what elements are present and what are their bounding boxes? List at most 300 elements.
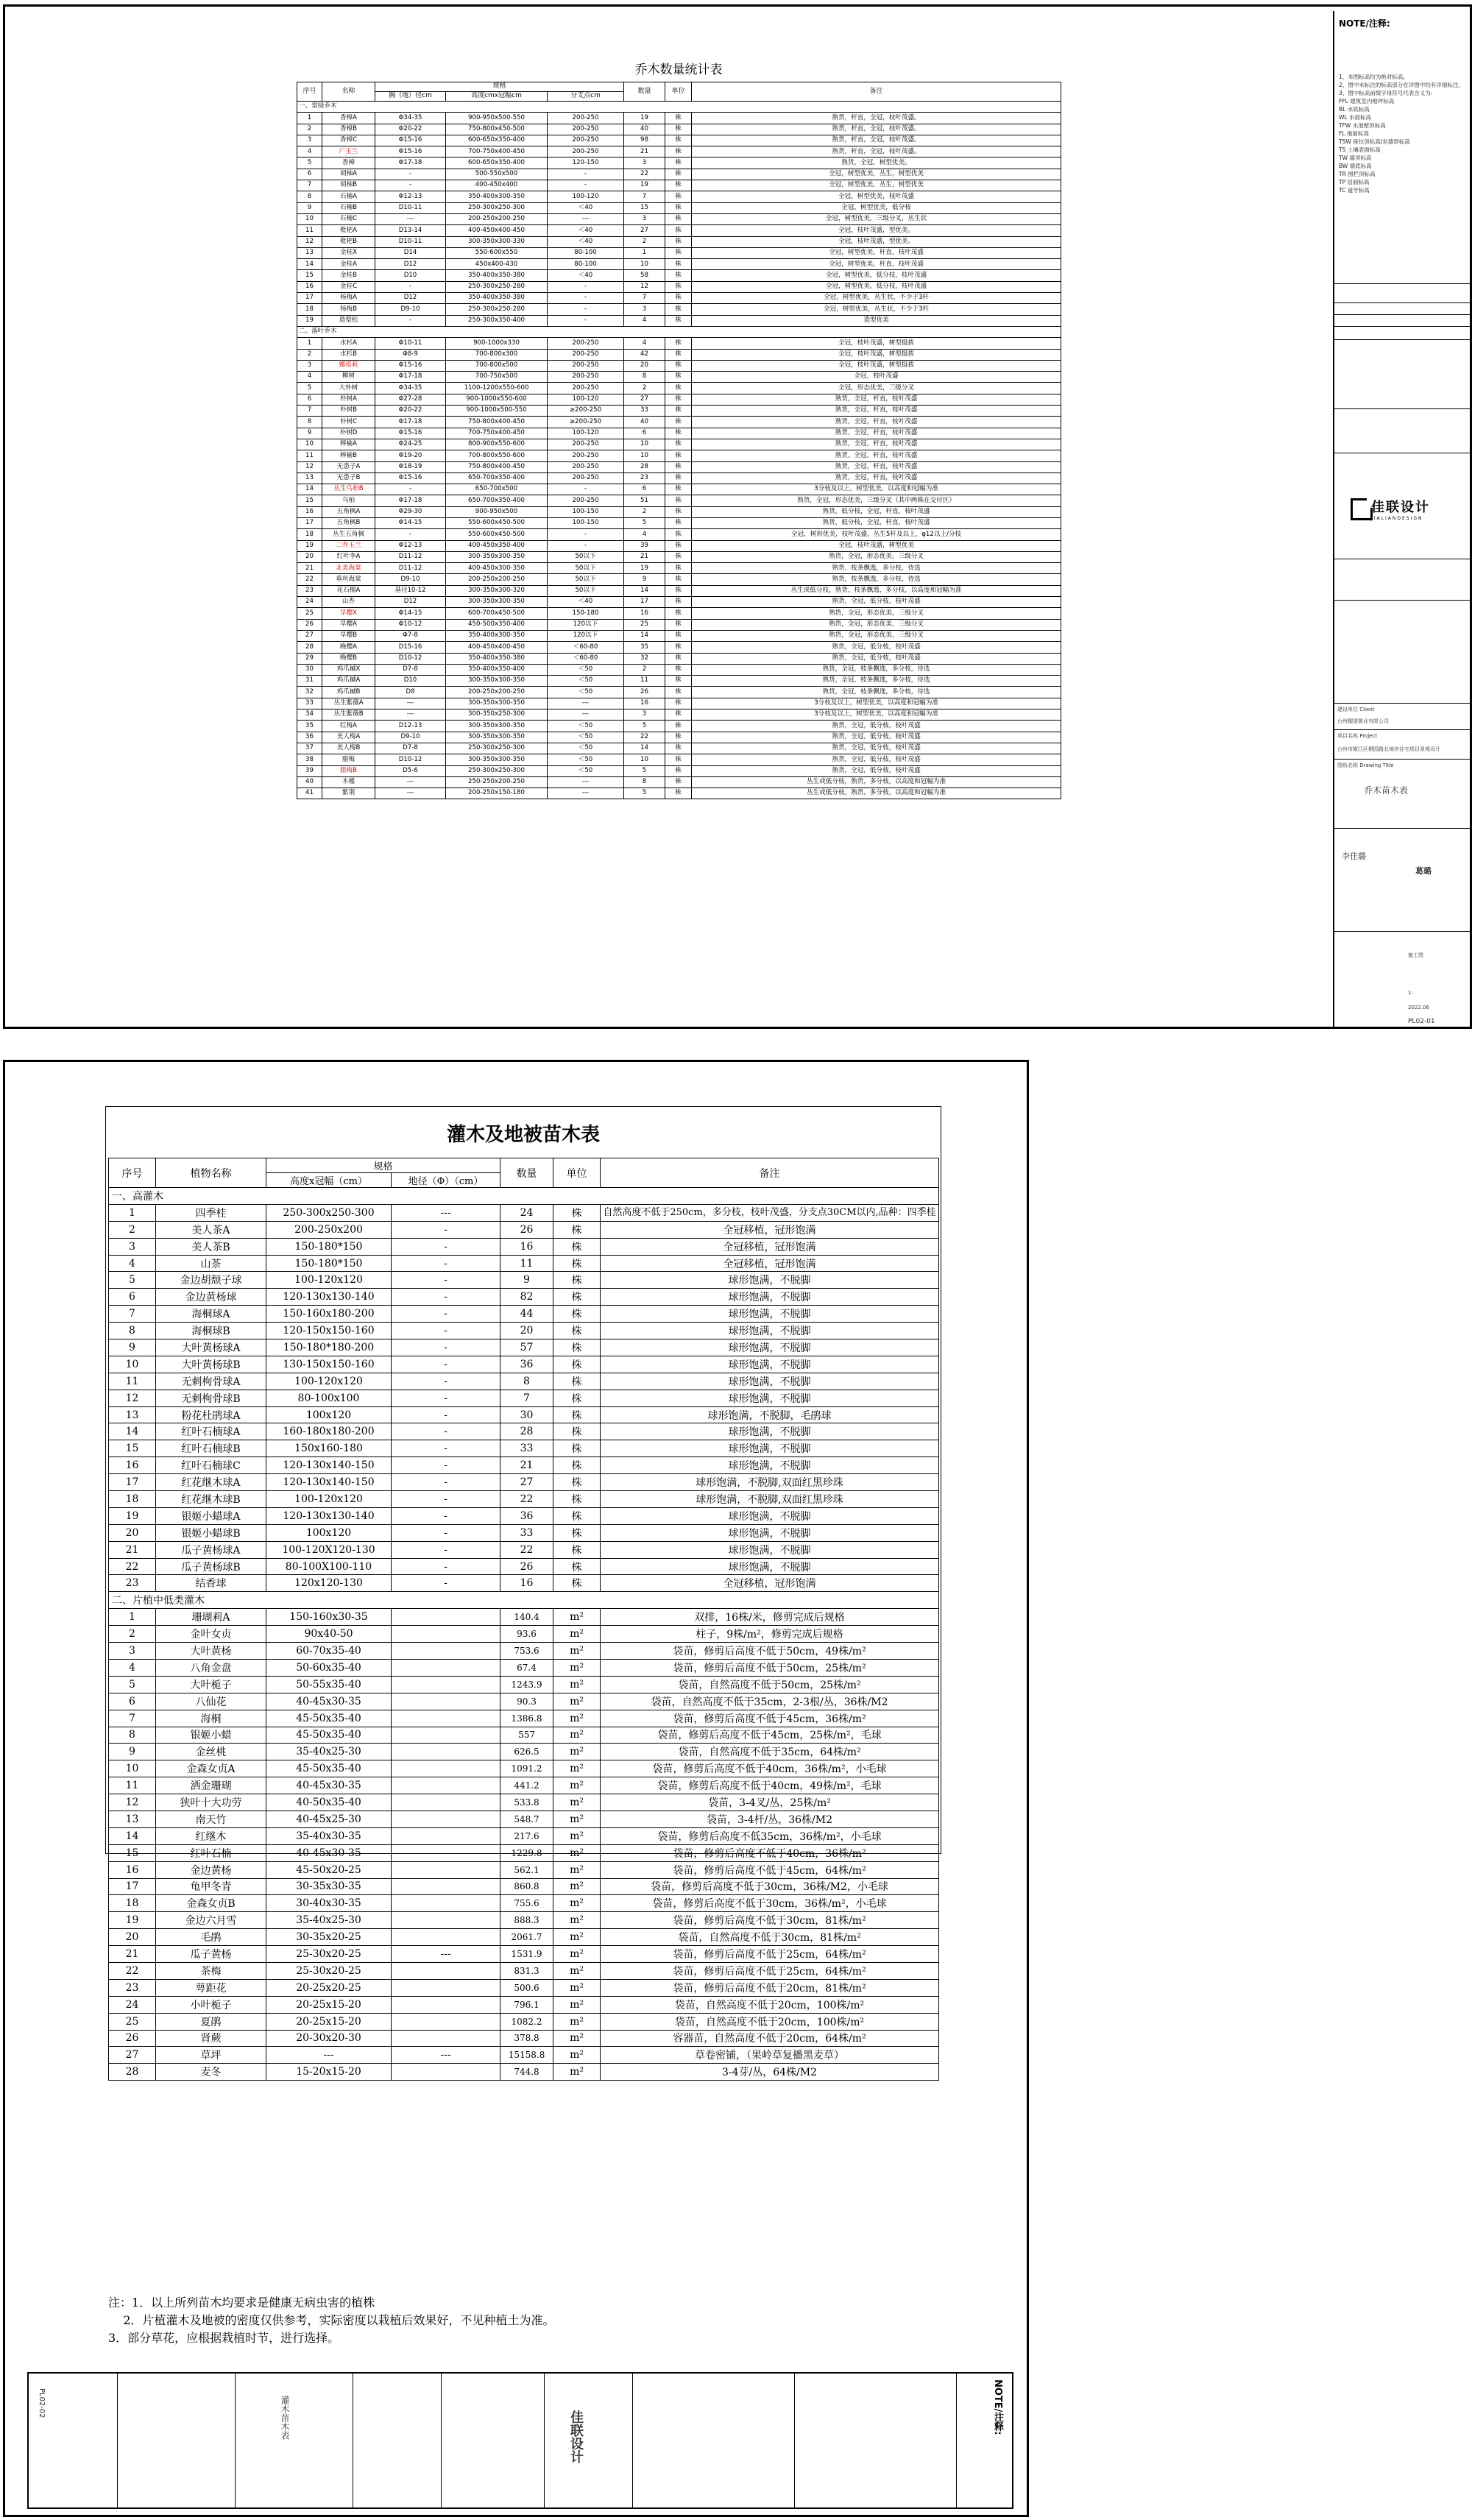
strip-note-heading: NOTE/注释: [992, 2379, 1003, 2435]
cell-remark: 袋苗，3-4叉/丛，25株/m² [601, 1794, 939, 1811]
cell-unit: m² [553, 1811, 601, 1827]
cell-remark: 袋苗，修剪后高度不低于40cm，36株/m² [601, 1844, 939, 1861]
cell-qty: 26 [500, 1558, 553, 1575]
cell-branch: 200-250 [548, 495, 624, 506]
cell-index: 12 [297, 461, 322, 473]
cell-name: 柳树 [322, 372, 375, 383]
cell-remark: 全冠，树型优美，低分枝，枝叶茂盛 [692, 270, 1061, 281]
signature-1: 李佳璐 [1342, 852, 1366, 861]
cell-remark: 熟货，全冠，低分枝，枝叶茂盛 [692, 743, 1061, 754]
cell-dbh [392, 1861, 500, 1878]
cell-qty: 27 [500, 1474, 553, 1491]
sheet-number: PL02-01 [1408, 1018, 1435, 1025]
cell-remark: 全冠，树型优美，杆直，枝叶茂盛 [692, 247, 1061, 258]
cell-qty: 548.7 [500, 1811, 553, 1827]
cell-name: 无患子B [322, 473, 375, 484]
cell-index: 11 [109, 1373, 156, 1390]
cell-branch: --- [548, 213, 624, 224]
cell-size: 750-800x400-450 [446, 461, 548, 473]
cell-dbh: Φ14-15 [375, 608, 446, 619]
cell-name: 香樟 [322, 158, 375, 169]
cell-qty: 1229.8 [500, 1844, 553, 1861]
table-row [297, 698, 1061, 709]
cell-unit: m² [553, 1962, 601, 1979]
cell-index: 41 [297, 788, 322, 799]
strip-sheet-number: PL02-02 [38, 2388, 46, 2418]
cell-size: 25-30x20-25 [266, 1962, 392, 1979]
cell-name: 海桐球B [156, 1323, 266, 1339]
cell-qty: 14 [624, 630, 665, 641]
cell-name: 杨梅A [322, 293, 375, 304]
cell-name: 晚樱B [322, 653, 375, 664]
cell-remark: 全冠，枝叶茂盛，树型挺拔 [692, 349, 1061, 360]
cell-index: 7 [297, 180, 322, 191]
cell-size: 750-800x450-500 [446, 124, 548, 135]
table-row [109, 1323, 939, 1339]
cell-dbh: - [375, 529, 446, 540]
cell-unit: m² [553, 1878, 601, 1895]
cell-size: 250-300x250-280 [446, 304, 548, 315]
cell-dbh [392, 1844, 500, 1861]
cell-name: 丛生紫薇B [322, 709, 375, 721]
cell-unit: 株 [665, 439, 692, 450]
cell-index: 17 [109, 1878, 156, 1895]
cell-name: 腊梅 [322, 754, 375, 765]
cell-name: 丛生五角枫 [322, 529, 375, 540]
cell-name: 鸡爪槭X [322, 664, 375, 675]
cell-index: 4 [109, 1659, 156, 1676]
cell-dbh [392, 1727, 500, 1744]
cell-branch: --- [548, 776, 624, 788]
cell-index: 8 [297, 191, 322, 202]
cell-name: 美人茶B [156, 1238, 266, 1255]
cell-unit: 株 [665, 169, 692, 180]
cell-remark: 全冠，枝叶茂盛，型优美。 [692, 225, 1061, 236]
table-row [297, 506, 1061, 517]
table-row [297, 372, 1061, 383]
table-row [109, 1827, 939, 1844]
cell-qty: 40 [624, 124, 665, 135]
cell-size: 350-400x300-350 [446, 191, 548, 202]
cell-unit: 株 [553, 1306, 601, 1323]
cell-qty: 20 [624, 360, 665, 371]
cell-unit: 株 [665, 428, 692, 439]
cell-dbh: D9-10 [375, 304, 446, 315]
cell-branch: ＜50 [548, 765, 624, 776]
cell-name: 乌桕 [322, 495, 375, 506]
cell-index: 18 [297, 304, 322, 315]
cell-unit: 株 [553, 1204, 601, 1221]
cell-qty: 57 [500, 1339, 553, 1356]
cell-unit: m² [553, 2047, 601, 2064]
table-row [297, 776, 1061, 788]
note-line: FFL 建筑室内地坪标高 [1339, 98, 1395, 105]
cell-qty: 36 [500, 1356, 553, 1373]
cell-unit: 株 [665, 293, 692, 304]
shrub-schedule-table [108, 1158, 939, 2081]
cell-remark: 全冠移植，冠形饱满 [601, 1575, 939, 1592]
table-row [297, 630, 1061, 641]
cell-size: 650-700x350-400 [446, 473, 548, 484]
cell-index: 19 [297, 315, 322, 326]
cell-qty: 14 [624, 743, 665, 754]
cell-remark: 球形饱满，不脱脚 [601, 1289, 939, 1306]
cell-branch: ＜50 [548, 743, 624, 754]
cell-qty: 35 [624, 642, 665, 653]
note-line: 1、本图标高均为绝对标高。 [1339, 74, 1409, 80]
cell-index: 37 [297, 743, 322, 754]
cell-dbh: - [392, 1541, 500, 1558]
cell-dbh: - [392, 1507, 500, 1524]
cell-qty: 4 [624, 529, 665, 540]
table-row [109, 1507, 939, 1524]
cell-dbh: - [375, 281, 446, 292]
cell-unit: 株 [665, 642, 692, 653]
table-row [109, 1575, 939, 1592]
table-row [109, 1541, 939, 1558]
cell-size: 300-350x300-350 [446, 597, 548, 608]
cell-remark: 熟货，杆直，全冠，枝叶茂盛。 [692, 124, 1061, 135]
cell-name: 五角枫A [322, 506, 375, 517]
cell-unit: m² [553, 1777, 601, 1794]
cell-index: 39 [297, 765, 322, 776]
cell-unit: 株 [553, 1339, 601, 1356]
cell-dbh: Φ34-35 [375, 383, 446, 394]
table-row [109, 2013, 939, 2030]
col-unit: 单位 [553, 1158, 601, 1188]
cell-index: 26 [109, 2030, 156, 2047]
cell-index: 14 [297, 259, 322, 270]
cell-dbh: Φ15-16 [375, 473, 446, 484]
cell-size: 150x160-180 [266, 1440, 392, 1457]
table-row [109, 1777, 939, 1794]
cell-name: 瓜子黄杨 [156, 1946, 266, 1963]
cell-remark: 球形饱满，不脱脚 [601, 1306, 939, 1323]
cell-dbh: D12 [375, 293, 446, 304]
cell-dbh: D7-8 [375, 743, 446, 754]
cell-qty: 3 [624, 158, 665, 169]
cell-remark: 球形饱满，不脱脚 [601, 1440, 939, 1457]
cell-qty: 9 [500, 1272, 553, 1289]
cell-remark: 全冠移植，冠形饱满 [601, 1255, 939, 1272]
cell-branch: ＜50 [548, 676, 624, 687]
cell-remark: 袋苗，自然高度不低于35cm，2-3根/丛，36株/M2 [601, 1693, 939, 1710]
cell-branch: 100-150 [548, 506, 624, 517]
cell-dbh: - [392, 1474, 500, 1491]
note-line: TSW 座位顶标高/坐墙顶标高 [1339, 138, 1410, 145]
cell-unit: 株 [665, 247, 692, 258]
cell-size: 300-350x300-350 [446, 698, 548, 709]
cell-name: 水杉B [322, 349, 375, 360]
cell-index: 14 [109, 1423, 156, 1440]
table-row [109, 1912, 939, 1929]
cell-size: 350-400x300-350 [446, 630, 548, 641]
note-line: TFW 水池壁顶标高 [1339, 122, 1386, 129]
table-row [109, 1390, 939, 1406]
cell-unit: m² [553, 1643, 601, 1660]
cell-dbh: D8 [375, 687, 446, 698]
cell-qty: 626.5 [500, 1744, 553, 1760]
cell-size: 35-40x25-30 [266, 1744, 392, 1760]
cell-qty: 1243.9 [500, 1676, 553, 1693]
cell-unit: m² [553, 1895, 601, 1912]
cell-name: 鸡爪槭A [322, 676, 375, 687]
cell-name: 花石榴A [322, 585, 375, 596]
cell-dbh [392, 1744, 500, 1760]
cell-size: 650-700x350-400 [446, 495, 548, 506]
cell-size: 150-180*150 [266, 1238, 392, 1255]
cell-qty: 8 [624, 776, 665, 788]
cell-name: 朴树C [322, 417, 375, 428]
cell-remark: 熟货，全冠，低分枝，枝叶茂盛 [692, 732, 1061, 743]
table-row [297, 338, 1061, 349]
cell-dbh: D9-10 [375, 732, 446, 743]
cell-remark: 熟货，全冠，形态优美，三级分叉 [692, 551, 1061, 562]
cell-remark: 熟货，全冠，低分枝，枝叶茂盛 [692, 653, 1061, 664]
cell-dbh [392, 1659, 500, 1676]
cell-index: 32 [297, 687, 322, 698]
cell-branch: - [548, 169, 624, 180]
cell-dbh [392, 1827, 500, 1844]
table-row [297, 585, 1061, 596]
cell-remark: 熟货，全冠，杆直，枝叶茂盛 [692, 428, 1061, 439]
cell-size: 150-160x180-200 [266, 1306, 392, 1323]
cell-dbh: D10-12 [375, 653, 446, 664]
cell-index: 12 [109, 1390, 156, 1406]
cell-dbh: Φ29-30 [375, 506, 446, 517]
cell-name: 八角金盘 [156, 1659, 266, 1676]
cell-branch: 200-250 [548, 338, 624, 349]
cell-remark: 熟货，全冠，枝条飘逸，多分枝，待选 [692, 676, 1061, 687]
cell-branch: 80-100 [548, 247, 624, 258]
cell-remark: 3分枝及以上，树型优美，以高度和冠幅为准 [692, 709, 1061, 721]
cell-qty: 500.6 [500, 1979, 553, 1996]
owner-value: 台州榴望置业有限公司 [1337, 718, 1389, 724]
cell-qty: 33 [500, 1440, 553, 1457]
col-name: 植物名称 [156, 1158, 266, 1188]
cell-index: 16 [109, 1861, 156, 1878]
table-row [109, 1204, 939, 1221]
cell-index: 19 [297, 540, 322, 551]
cell-name: 二乔玉兰 [322, 540, 375, 551]
cell-size: 100-120x120 [266, 1491, 392, 1508]
table-row [109, 1373, 939, 1390]
cell-dbh [392, 1794, 500, 1811]
cell-remark: 熟货，全冠，低分枝，枝叶茂盛 [692, 765, 1061, 776]
cell-name: 早樱X [322, 608, 375, 619]
cell-name: 萼距花 [156, 1979, 266, 1996]
note-line: BL 水底标高 [1339, 106, 1370, 113]
cell-dbh [392, 1693, 500, 1710]
cell-qty: 10 [624, 259, 665, 270]
cell-qty: 2 [624, 506, 665, 517]
note-line: TC 道牙标高 [1339, 187, 1370, 194]
cell-dbh: - [392, 1524, 500, 1541]
col-remark: 备注 [601, 1158, 939, 1188]
cell-size: 650-700x500 [446, 484, 548, 495]
cell-qty: 5 [624, 788, 665, 799]
cell-index: 7 [297, 406, 322, 417]
cell-size: 100-120x120 [266, 1272, 392, 1289]
table-row [109, 1221, 939, 1238]
cell-qty: 796.1 [500, 1996, 553, 2013]
cell-qty: 22 [500, 1541, 553, 1558]
cell-size: 700-800x500 [446, 360, 548, 371]
cell-dbh: - [392, 1390, 500, 1406]
cell-unit: m² [553, 1912, 601, 1929]
cell-unit: 株 [665, 743, 692, 754]
cell-name: 珊瑚莉A [156, 1609, 266, 1626]
cell-qty: 19 [624, 180, 665, 191]
cell-dbh: - [392, 1255, 500, 1272]
cell-unit: m² [553, 1760, 601, 1777]
cell-unit: 株 [665, 754, 692, 765]
cell-unit: 株 [665, 495, 692, 506]
cell-remark: 全冠，树型优美，低分枝，枝叶茂盛 [692, 281, 1061, 292]
cell-name: 朴树A [322, 394, 375, 405]
cell-qty: 40 [624, 417, 665, 428]
cell-remark: 球形饱满，不脱脚 [601, 1272, 939, 1289]
cell-qty: 33 [500, 1524, 553, 1541]
cell-dbh: D13-14 [375, 225, 446, 236]
cell-name: 海桐球A [156, 1306, 266, 1323]
table-row [297, 754, 1061, 765]
col-index: 序号 [297, 82, 322, 102]
cell-size: 40-45x30-35 [266, 1844, 392, 1861]
cell-unit: m² [553, 1710, 601, 1727]
cell-remark: 全冠，枝叶茂盛，型优美。 [692, 236, 1061, 247]
col-unit: 单位 [665, 82, 692, 102]
table-row [297, 428, 1061, 439]
table-row [109, 1895, 939, 1912]
cell-name: 美人茶A [156, 1221, 266, 1238]
cell-qty: 67.4 [500, 1659, 553, 1676]
cell-dbh: - [392, 1323, 500, 1339]
cell-dbh: D11-12 [375, 563, 446, 574]
cell-size: 250-300x350-400 [446, 315, 548, 326]
cell-dbh [392, 2030, 500, 2047]
cell-size: 400-450x400 [446, 180, 548, 191]
cell-size: 700-750x400-450 [446, 428, 548, 439]
cell-index: 6 [297, 394, 322, 405]
cell-index: 28 [109, 2064, 156, 2081]
cell-unit: m² [553, 1844, 601, 1861]
cell-unit: 株 [665, 259, 692, 270]
cell-remark: 熟货，低分枝，全冠，杆直，枝叶茂盛 [692, 517, 1061, 528]
company-name-en: JIALIANDESIGN [1371, 516, 1423, 521]
cell-size: 700-800x300 [446, 349, 548, 360]
table-row [297, 450, 1061, 461]
cell-remark: 袋苗，修剪后高度不低于30cm，36株/m²，小毛球 [601, 1895, 939, 1912]
cell-qty: 42 [624, 349, 665, 360]
table-row [109, 1946, 939, 1963]
cell-dbh: --- [375, 698, 446, 709]
cell-remark: 全冠，树型优美，丛生状，不少于3杆 [692, 304, 1061, 315]
col-remark: 备注 [692, 82, 1061, 102]
cell-qty: 93.6 [500, 1626, 553, 1643]
scale-value: 1: [1408, 990, 1413, 996]
cell-size: 45-50x35-40 [266, 1760, 392, 1777]
cell-unit: m² [553, 1929, 601, 1946]
table-row [297, 551, 1061, 562]
cell-unit: 株 [553, 1221, 601, 1238]
cell-dbh: --- [375, 788, 446, 799]
cell-qty: 20 [500, 1323, 553, 1339]
cell-unit: 株 [665, 113, 692, 124]
cell-dbh [392, 1777, 500, 1794]
cell-index: 16 [297, 506, 322, 517]
table-row [109, 1238, 939, 1255]
cell-dbh: D10-11 [375, 236, 446, 247]
table-row [297, 642, 1061, 653]
cell-size: 25-30x20-25 [266, 1946, 392, 1963]
cell-remark: 熟货，全冠，枝条飘逸，多分枝，待选 [692, 687, 1061, 698]
cell-name: 金边胡颓子球 [156, 1272, 266, 1289]
cell-qty: 753.6 [500, 1643, 553, 1660]
cell-branch: 200-250 [548, 372, 624, 383]
cell-qty: 2061.7 [500, 1929, 553, 1946]
cell-branch: 120以下 [548, 630, 624, 641]
cell-branch: ＜40 [548, 202, 624, 213]
cell-index: 4 [297, 146, 322, 158]
col-name: 名称 [322, 82, 375, 102]
table-row [297, 495, 1061, 506]
cell-dbh: Φ15-16 [375, 135, 446, 146]
cell-name: 大叶黄杨球B [156, 1356, 266, 1373]
cell-dbh: D12 [375, 597, 446, 608]
cell-unit: 株 [553, 1323, 601, 1339]
cell-unit: m² [553, 1996, 601, 2013]
cell-unit: m² [553, 1693, 601, 1710]
cell-unit: 株 [665, 540, 692, 551]
cell-name: 鸡爪槭B [322, 687, 375, 698]
cell-remark: 3-4芽/丛，64株/M2 [601, 2064, 939, 2081]
note-line: BW 墙底标高 [1339, 163, 1372, 169]
cell-branch: 200-250 [548, 439, 624, 450]
cell-unit: 株 [665, 788, 692, 799]
cell-unit: 株 [665, 135, 692, 146]
cell-index: 4 [297, 372, 322, 383]
cell-dbh: - [375, 169, 446, 180]
cell-branch: 200-250 [548, 450, 624, 461]
cell-qty: 19 [624, 113, 665, 124]
cell-name: 狭叶十大功劳 [156, 1794, 266, 1811]
cell-dbh: - [375, 315, 446, 326]
cell-index: 11 [109, 1777, 156, 1794]
cell-remark: 球形饱满，不脱脚 [601, 1507, 939, 1524]
cell-remark: 袋苗，修剪后高度不低于50cm，49株/m² [601, 1643, 939, 1660]
table-row [297, 169, 1061, 180]
cell-dbh: D9-10 [375, 574, 446, 585]
col-dbh: 胸（地）径cm [375, 92, 446, 102]
cell-dbh: --- [392, 1946, 500, 1963]
cell-qty: 32 [624, 653, 665, 664]
cell-index: 9 [297, 428, 322, 439]
cell-remark: 袋苗，自然高度不低于35cm，64株/m² [601, 1744, 939, 1760]
cell-dbh [392, 1760, 500, 1777]
cell-dbh: Φ15-16 [375, 428, 446, 439]
cell-name: 大叶黄杨球A [156, 1339, 266, 1356]
cell-unit: 株 [665, 372, 692, 383]
cell-index: 27 [109, 2047, 156, 2064]
cell-dbh: Φ10-11 [375, 338, 446, 349]
cell-remark: 3分枝及以上，树型优美，以高度和冠幅为准 [692, 484, 1061, 495]
cell-remark: 袋苗，自然高度不低于30cm，81株/m² [601, 1929, 939, 1946]
table-row [297, 540, 1061, 551]
cell-size: 160-180x180-200 [266, 1423, 392, 1440]
cell-index: 23 [109, 1575, 156, 1592]
cell-index: 34 [297, 709, 322, 721]
